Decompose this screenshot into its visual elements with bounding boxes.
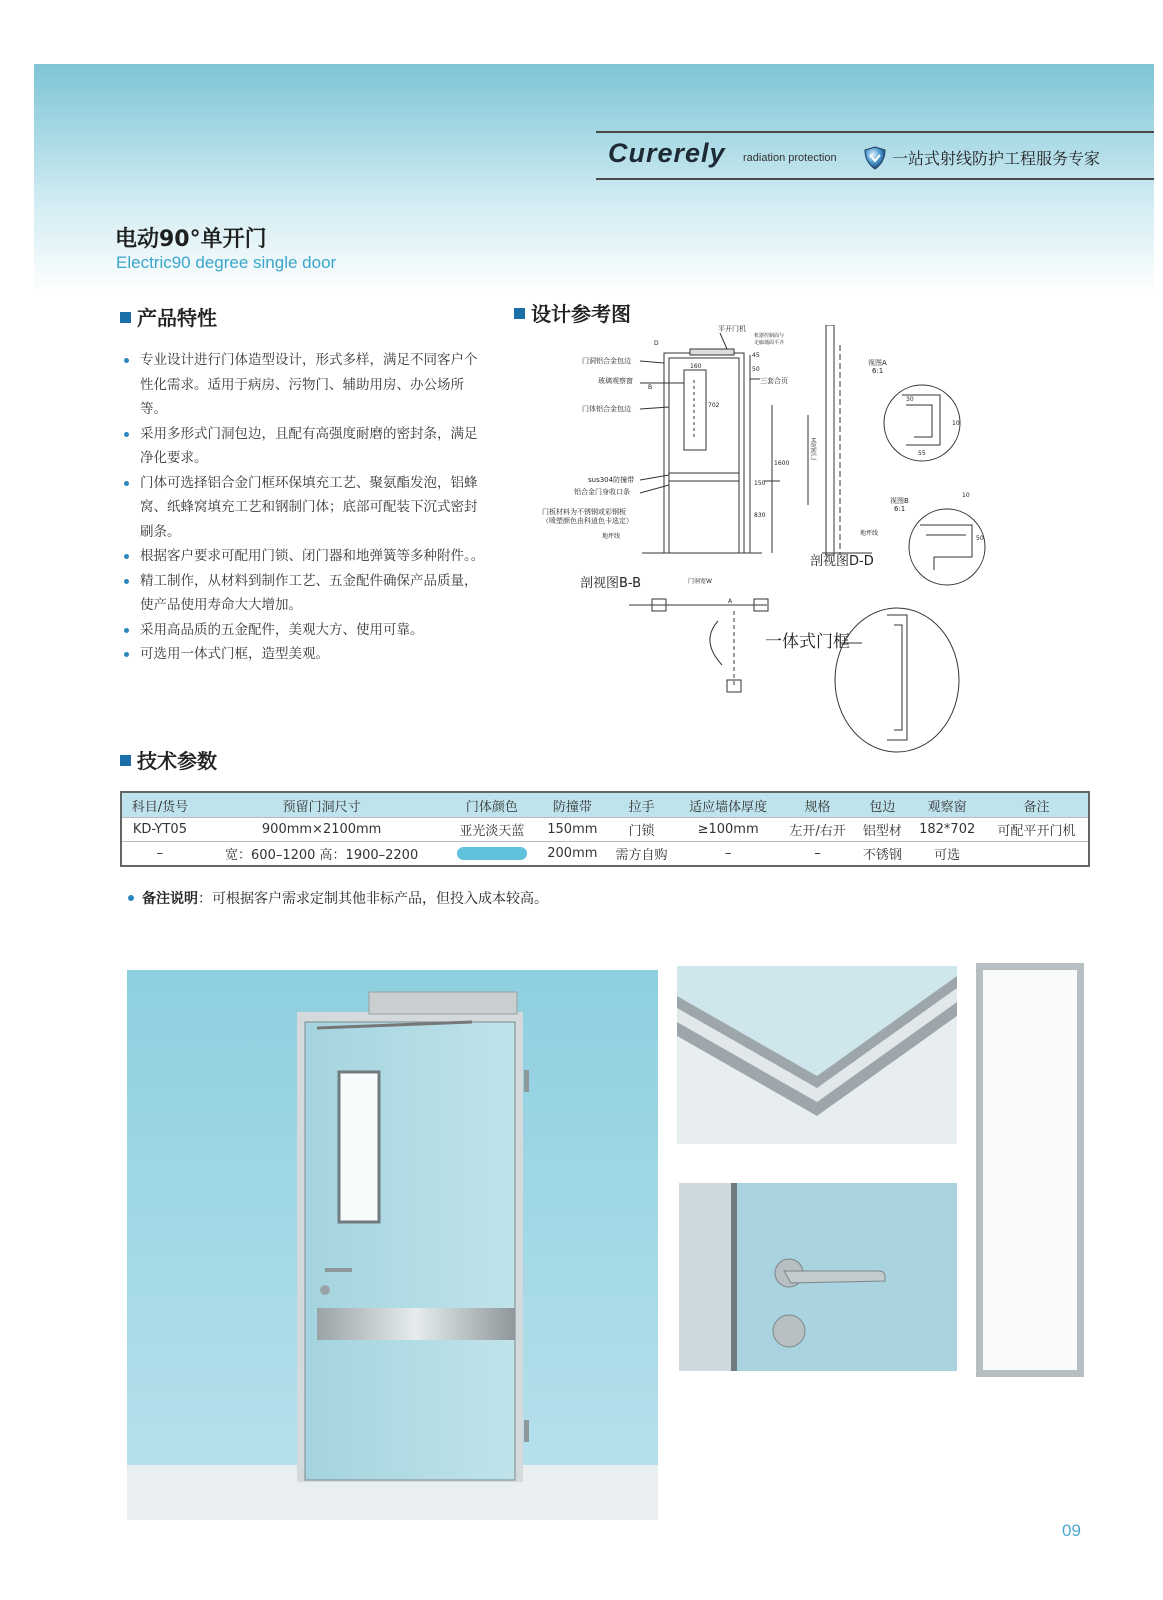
table-header-cell: 科目/货号 bbox=[122, 793, 198, 818]
section-mark: D bbox=[654, 340, 659, 347]
section-mark: A bbox=[728, 598, 733, 605]
table-cell: 左开/右开 bbox=[780, 818, 856, 842]
dimension-text: 10 bbox=[962, 492, 970, 499]
table-header-cell: 观察窗 bbox=[909, 793, 985, 818]
table-header-cell: 拉手 bbox=[606, 793, 676, 818]
label-body-wrap: 门体铝合金包边 bbox=[582, 405, 631, 413]
label-close-strip: 铝合金门身收口条 bbox=[574, 488, 630, 496]
dimension-text: 1600 bbox=[774, 460, 790, 467]
label-section-bb: 剖视图B-B bbox=[580, 576, 642, 591]
table-header-cell: 门体颜色 bbox=[445, 793, 538, 818]
label-hinge: 三套合页 bbox=[760, 377, 788, 385]
color-swatch bbox=[457, 847, 527, 860]
table-header-cell: 规格 bbox=[780, 793, 856, 818]
dimension-text: 830 bbox=[754, 512, 766, 519]
shield-icon bbox=[864, 146, 886, 170]
dimension-text: 702 bbox=[708, 402, 720, 409]
door-leaf-outline bbox=[669, 358, 739, 553]
header-slogan: 一站式射线防护工程服务专家 bbox=[892, 149, 1101, 168]
design-drawing bbox=[522, 325, 992, 765]
table-header-cell: 包边 bbox=[855, 793, 909, 818]
brand-logo-text: Curerely bbox=[608, 138, 726, 168]
spec-heading: 技术参数 bbox=[120, 745, 217, 774]
label-floor: 地坪线 bbox=[860, 530, 879, 537]
bullet-dot-icon bbox=[128, 895, 134, 901]
table-header-cell: 备注 bbox=[985, 793, 1088, 818]
feature-list bbox=[120, 348, 490, 667]
product-title: 电动90°单开门 bbox=[115, 227, 267, 252]
label-opener-note: 机器控制面与 bbox=[754, 333, 785, 339]
table-header-cell: 适应墙体厚度 bbox=[677, 793, 780, 818]
door-handle-photo bbox=[679, 1183, 957, 1371]
table-cell: 150mm bbox=[538, 818, 606, 842]
remark-text: ：可根据客户需求定制其他非标产品，但投入成本较高。 bbox=[198, 891, 548, 907]
remark-label: 备注说明 bbox=[142, 891, 198, 907]
brand-subtitle: radiation protection bbox=[743, 152, 837, 164]
table-cell: 不锈钢 bbox=[855, 842, 909, 866]
table-cell: 需方自购 bbox=[606, 842, 676, 866]
table-cell: KD-YT05 bbox=[122, 818, 198, 842]
feature-item: 精工制作，从材料到制作工艺、五金配件确保产品质量，使产品使用寿命大大增加。 bbox=[120, 569, 490, 618]
table-cell: – bbox=[677, 842, 780, 866]
header-rule-bottom bbox=[596, 178, 1154, 180]
dimension-text: 150 bbox=[754, 480, 766, 487]
dimension-text: 45 bbox=[752, 352, 760, 359]
remark-note bbox=[128, 888, 548, 908]
square-bullet-icon bbox=[120, 755, 131, 766]
dimension-text: 55 bbox=[918, 450, 926, 457]
spec-table bbox=[120, 791, 1090, 867]
feature-item: 采用高品质的五金配件，美观大方、使用可靠。 bbox=[120, 618, 490, 643]
label-integral-frame: 一体式门框 bbox=[765, 632, 850, 652]
table-row bbox=[122, 818, 1088, 842]
label-view-a-scale: 6:1 bbox=[872, 367, 884, 375]
label-view-b: 视图B bbox=[890, 497, 909, 505]
label-frame-wrap: 门洞铝合金包边 bbox=[582, 357, 631, 365]
table-cell: 亚光淡天蓝 bbox=[445, 818, 538, 842]
table-cell bbox=[445, 842, 538, 866]
product-title-en: Electric90 degree single door bbox=[116, 253, 337, 272]
drawing-heading: 设计参考图 bbox=[514, 298, 631, 327]
table-header-cell: 预留门洞尺寸 bbox=[198, 793, 446, 818]
feature-item: 采用多形式门洞包边，且配有高强度耐磨的密封条，满足净化要求。 bbox=[120, 422, 490, 471]
table-cell bbox=[985, 842, 1088, 866]
table-cell: – bbox=[122, 842, 198, 866]
table-cell: 铝型材 bbox=[855, 818, 909, 842]
feature-item: 可选用一体式门框，造型美观。 bbox=[120, 642, 490, 667]
label-section-dd: 剖视图D-D bbox=[810, 554, 874, 569]
dimension-text: 160 bbox=[690, 363, 702, 370]
label-view-b-scale: 6:1 bbox=[894, 505, 906, 513]
door-photo bbox=[127, 970, 658, 1520]
features-heading: 产品特性 bbox=[120, 302, 217, 331]
glass-window-outline bbox=[684, 370, 706, 450]
table-header-cell: 防撞带 bbox=[538, 793, 606, 818]
feature-item: 门体可选择铝合金门框环保填充工艺、聚氨酯发泡，铝蜂窝、纸蜂窝填充工艺和钢制门体；底部可配装下沉式密封刷条。 bbox=[120, 471, 490, 545]
square-bullet-icon bbox=[514, 308, 525, 319]
table-cell: ≥100mm bbox=[677, 818, 780, 842]
door-opener-box bbox=[690, 349, 734, 355]
dimension-text: 50 bbox=[976, 535, 984, 542]
feature-item: 根据客户要求可配用门锁、闭门器和地弹簧等多种附件。。 bbox=[120, 544, 490, 569]
square-bullet-icon bbox=[120, 312, 131, 323]
dimension-text: 50 bbox=[752, 366, 760, 373]
table-cell: 宽：600–1200 高：1900–2200 bbox=[198, 842, 446, 866]
label-panel-note: 门板材料为不锈钢或彩钢板 bbox=[542, 508, 626, 516]
table-cell: 900mm×2100mm bbox=[198, 818, 446, 842]
label-opener-note: 走廊墙面平齐 bbox=[754, 340, 785, 346]
view-b-detail bbox=[909, 509, 985, 585]
section-mark: B bbox=[648, 384, 653, 391]
label-height: 门洞高H bbox=[811, 437, 818, 460]
dimension-text: 30 bbox=[906, 396, 914, 403]
section-dd-profile bbox=[826, 325, 834, 555]
dimension-text: 10 bbox=[952, 420, 960, 427]
label-panel-note: （喷塑颜色由科逍色卡选定） bbox=[542, 517, 633, 525]
label-view-a: 视图A bbox=[868, 359, 887, 367]
label-opener: 平开门机 bbox=[718, 325, 746, 333]
label-width: 门洞宽W bbox=[688, 578, 712, 585]
feature-item: 专业设计进行门体造型设计，形式多样，满足不同客户个性化需求。适用于病房、污物门、辅助用房、办公场所等。 bbox=[120, 348, 490, 422]
table-cell: 200mm bbox=[538, 842, 606, 866]
page-number: 09 bbox=[1062, 1521, 1081, 1540]
header-rule-top bbox=[596, 131, 1154, 133]
table-cell: 门锁 bbox=[606, 818, 676, 842]
table-row bbox=[122, 842, 1088, 866]
table-cell: – bbox=[780, 842, 856, 866]
table-cell: 可选 bbox=[909, 842, 985, 866]
label-glass-window: 玻璃观察窗 bbox=[598, 377, 633, 385]
label-floor: 地坪线 bbox=[602, 533, 621, 540]
table-header-row bbox=[122, 793, 1088, 818]
frame-corner-photo bbox=[677, 966, 957, 1144]
label-bump-strip: sus304防撞带 bbox=[588, 476, 635, 484]
window-panel-photo bbox=[976, 963, 1084, 1377]
table-cell: 182*702 bbox=[909, 818, 985, 842]
table-cell: 可配平开门机 bbox=[985, 818, 1088, 842]
